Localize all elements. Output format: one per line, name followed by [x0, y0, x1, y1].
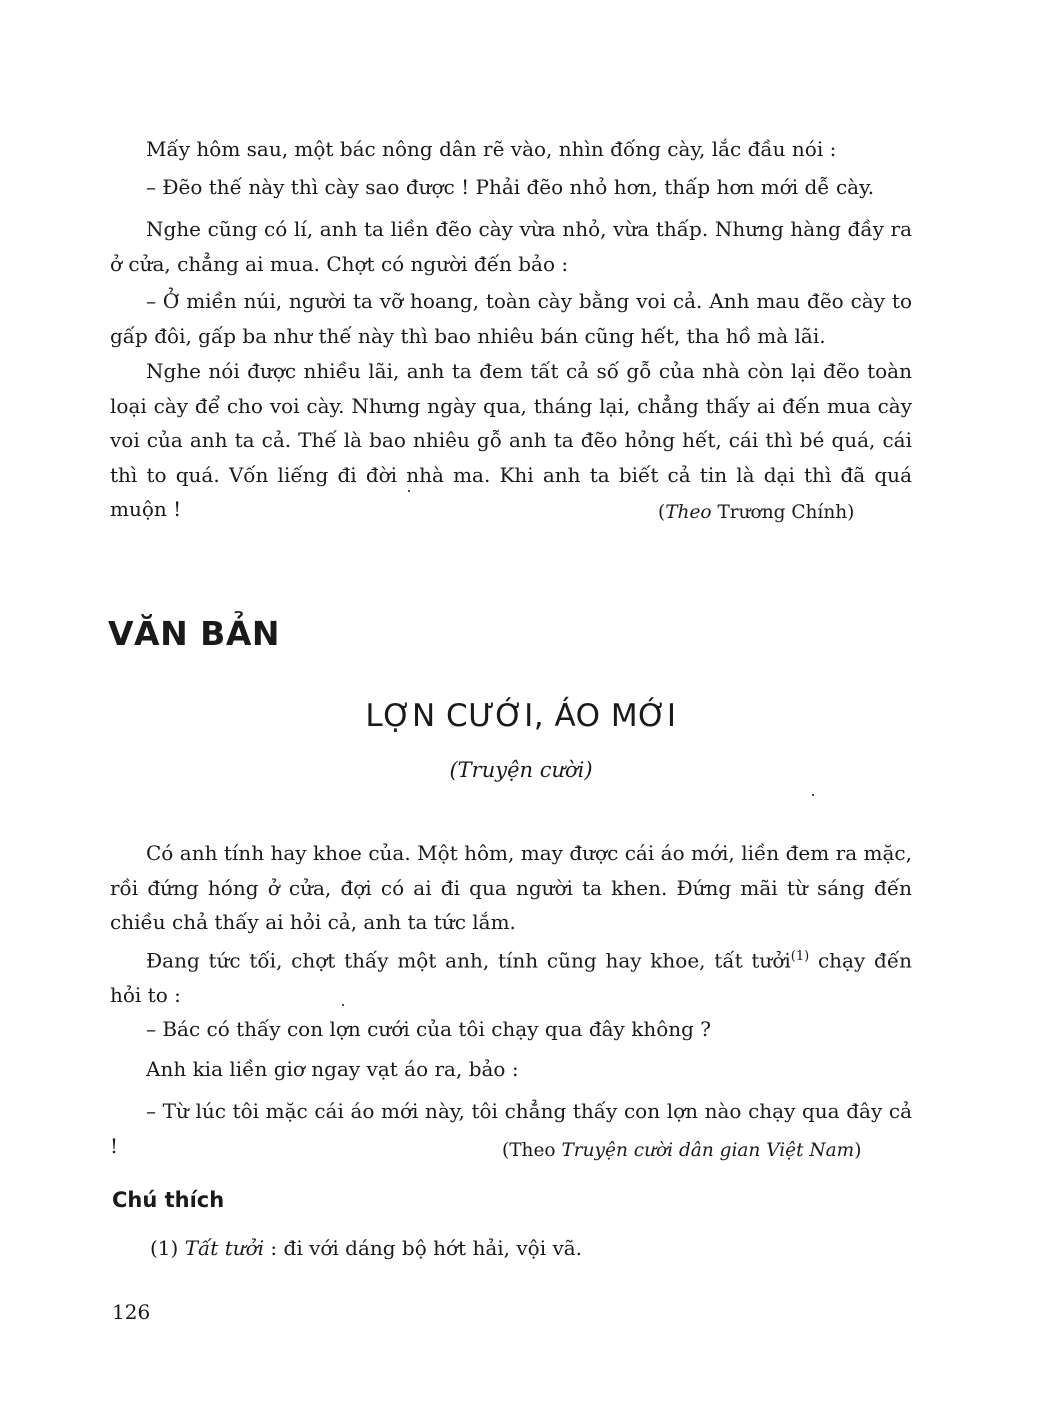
note-definition: : đi với dáng bộ hớt hải, vội vã. — [270, 1236, 583, 1260]
story-genre: (Truyện cười) — [449, 758, 593, 782]
source-prefix: Theo — [509, 1140, 556, 1161]
paragraph-text: chạy đến hỏi to : — [110, 948, 913, 1008]
paragraph: Nghe cũng có lí, anh ta liền đẽo cày vừa nhỏ, vừa thấp. Nhưng hàng đầy ra ở cửa, chẳng ai mua. Chợt có người đến bảo : — [110, 217, 912, 276]
notes-heading: Chú thích — [112, 1188, 225, 1212]
note-number: (1) — [150, 1236, 179, 1260]
paragraph: Mấy hôm sau, một bác nông dân rẽ vào, nhìn đống cày, lắc đầu nói : — [146, 137, 837, 161]
footnote-ref: (1) — [790, 949, 810, 964]
paragraph: – Ở miền núi, người ta vỡ hoang, toàn cày bằng voi cả. Anh mau đẽo cày to gấp đôi, gấp ba như thế này thì bao nhiêu bán cũng hết, tha hồ mà lãi. — [110, 289, 912, 348]
paragraph: – Từ lúc tôi mặc cái áo mới này, tôi chẳng thấy con lợn nào chạy qua đây cả ! — [110, 1099, 912, 1158]
page-number: 126 — [112, 1300, 151, 1324]
source-prefix: Theo — [665, 502, 712, 523]
paragraph: – Đẽo thế này thì cày sao được ! Phải đẽo nhỏ hơn, thấp hơn mới dễ cày. — [146, 175, 875, 199]
source-title: Truyện cười dân gian Việt Nam — [561, 1140, 855, 1161]
source-citation: (Theo Trương Chính) — [658, 502, 855, 523]
note-item — [150, 1236, 582, 1260]
paragraph — [110, 940, 912, 1013]
source-author: Trương Chính — [717, 502, 848, 523]
section-heading: VĂN BẢN — [108, 614, 280, 653]
note-term: Tất tưởi — [184, 1236, 265, 1260]
paragraph: Có anh tính hay khoe của. Một hôm, may được cái áo mới, liền đem ra mặc, rồi đứng hóng ở cửa, đợi có ai đi qua người ta khen. Đứng mãi từ sáng đến chiều chả thấy ai hỏi cả, anh ta tức lắm. — [110, 841, 912, 934]
paragraph: Nghe nói được nhiều lãi, anh ta đem tất cả số gỗ của nhà còn lại đẽo toàn loại cày để cho voi cày. Nhưng ngày qua, tháng lại, chẳng thấy ai đến mua cày voi của anh ta cả. Thế là bao nhiêu gỗ anh ta đẽo hỏng hết, cái thì bé quá, cái thì to quá. Vốn liếng đi đời nhà ma. Khi anh ta biết cả tin là dại thì đã quá muộn ! — [110, 359, 912, 521]
paragraph-text: Đang tức tối, chợt thấy một anh, tính cũng hay khoe, tất tưởi — [146, 948, 791, 973]
paragraph: Anh kia liền giơ ngay vạt áo ra, bảo : — [146, 1057, 519, 1081]
scan-speck — [342, 1004, 344, 1006]
scan-speck — [408, 490, 410, 492]
story-title: LỢN CƯỚI, ÁO MỚI — [365, 698, 677, 734]
scan-speck — [812, 794, 814, 796]
paragraph: – Bác có thấy con lợn cưới của tôi chạy qua đây không ? — [146, 1017, 712, 1041]
source-citation: (Theo Truyện cười dân gian Việt Nam) — [502, 1140, 862, 1161]
